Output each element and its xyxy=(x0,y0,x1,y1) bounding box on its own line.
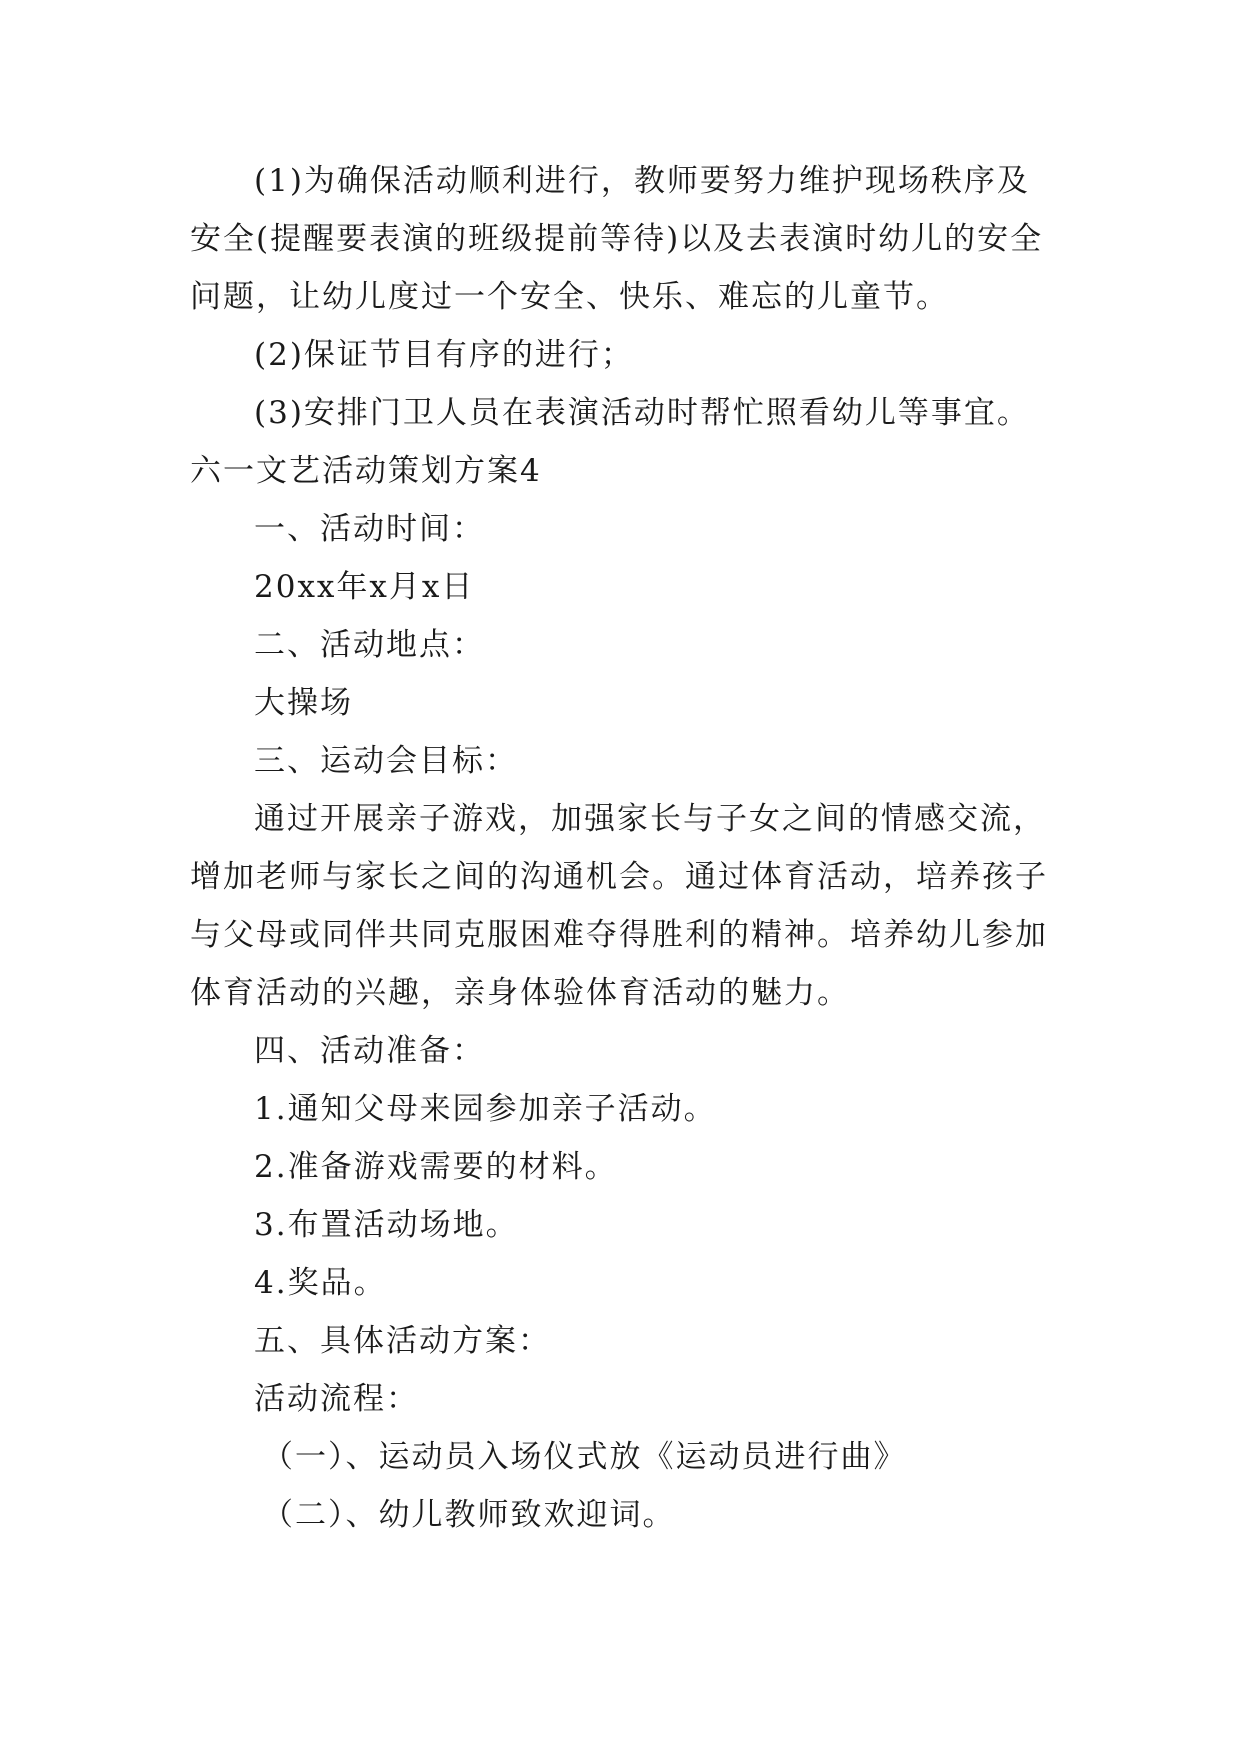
document-body xyxy=(190,152,1070,1544)
list-item: (2)保证节目有序的进行； xyxy=(254,337,634,373)
heading-time: 一、活动时间： xyxy=(254,511,485,547)
list-item: （二）、幼儿教师致欢迎词。 xyxy=(262,1497,676,1533)
list-item: 2.准备游戏需要的材料。 xyxy=(254,1149,618,1185)
heading-flow: 活动流程： xyxy=(254,1381,419,1417)
heading-goal: 三、运动会目标： xyxy=(254,743,518,779)
paragraph-line: 体育活动的兴趣，亲身体验体育活动的魅力。 xyxy=(190,975,850,1011)
heading-plan: 五、具体活动方案： xyxy=(254,1323,551,1359)
heading-prep: 四、活动准备： xyxy=(254,1033,485,1069)
list-item: （一）、运动员入场仪式放《运动员进行曲》 xyxy=(262,1439,907,1475)
paragraph-line: 问题，让幼儿度过一个安全、快乐、难忘的儿童节。 xyxy=(190,279,949,315)
heading-place: 二、活动地点： xyxy=(254,627,485,663)
list-item: 3.布置活动场地。 xyxy=(254,1207,519,1243)
paragraph-line: (1)为确保活动顺利进行，教师要努力维护现场秩序及 xyxy=(254,163,1030,199)
time-value: 20xx年x月x日 xyxy=(254,569,475,605)
place-value: 大操场 xyxy=(254,685,353,721)
list-item: (3)安排门卫人员在表演活动时帮忙照看幼儿等事宜。 xyxy=(254,395,1030,431)
paragraph-line: 与父母或同伴共同克服困难夺得胜利的精神。培养幼儿参加 xyxy=(190,917,1048,953)
section-title: 六一文艺活动策划方案4 xyxy=(190,453,542,489)
list-item: 1.通知父母来园参加亲子活动。 xyxy=(254,1091,717,1127)
paragraph-line: 安全(提醒要表演的班级提前等待)以及去表演时幼儿的安全 xyxy=(190,221,1044,257)
paragraph-line: 增加老师与家长之间的沟通机会。通过体育活动，培养孩子 xyxy=(190,859,1048,895)
list-item: 4.奖品。 xyxy=(254,1265,387,1301)
paragraph-line: 通过开展亲子游戏，加强家长与子女之间的情感交流， xyxy=(254,801,1046,837)
